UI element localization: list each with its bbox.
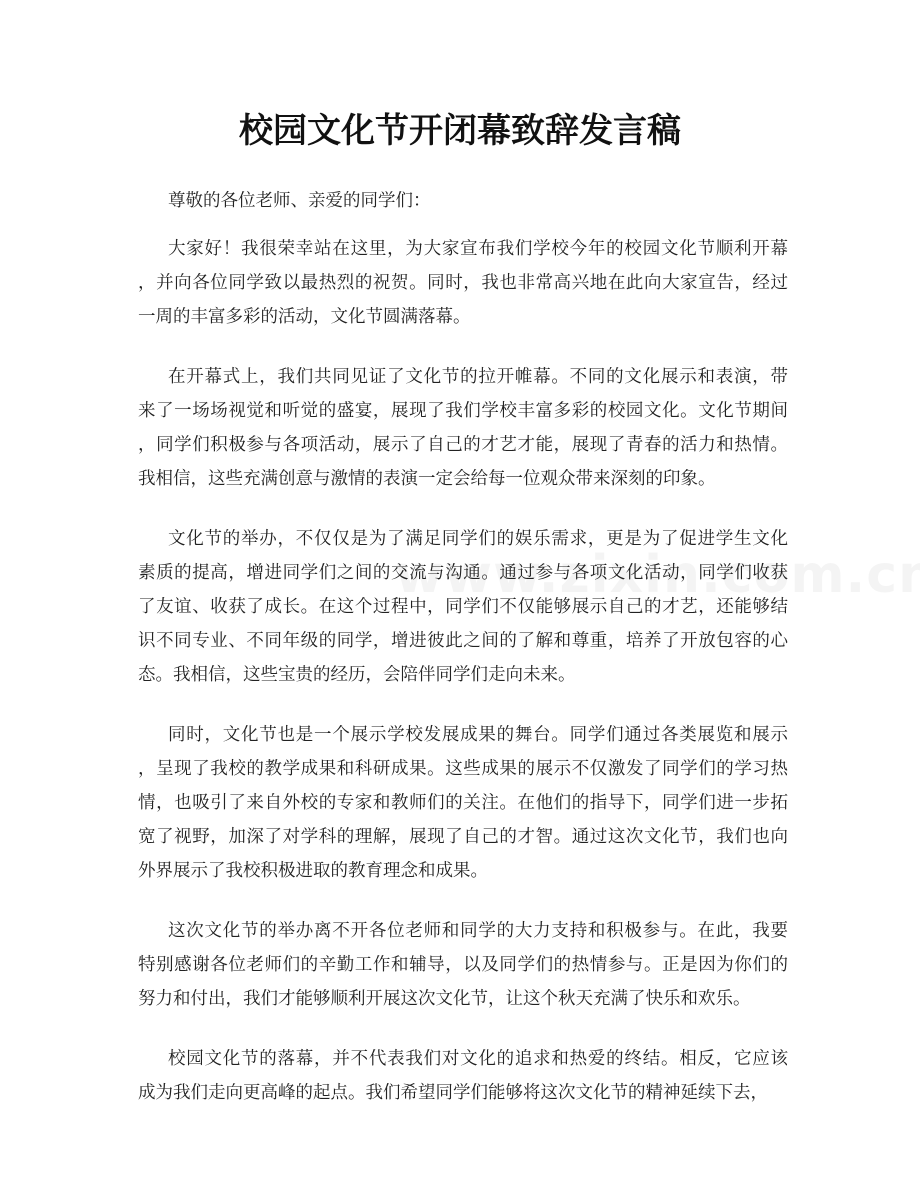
paragraph-line: 情，也吸引了来自外校的专家和教师们的关注。在他们的指导下，同学们进一步拓 xyxy=(138,793,788,813)
paragraph-line: 来了一场场视觉和听觉的盛宴，展现了我们学校丰富多彩的校园文化。文化节期间 xyxy=(138,401,788,421)
paragraph-line: 特别感谢各位老师们的辛勤工作和辅导，以及同学们的热情参与。正是因为你们的 xyxy=(138,955,788,975)
paragraph-line: ，同学们积极参与各项活动，展示了自己的才艺才能，展现了青春的活力和热情。 xyxy=(138,435,788,455)
paragraph-line: 识不同专业、不同年级的同学，增进彼此之间的了解和尊重，培养了开放包容的心 xyxy=(138,631,788,651)
paragraph-line: ，并向各位同学致以最热烈的祝贺。同时，我也非常高兴地在此向大家宣告，经过 xyxy=(138,273,788,293)
paragraph-line: 大家好！我很荣幸站在这里，为大家宣布我们学校今年的校园文化节顺利开幕 xyxy=(168,239,788,259)
paragraph-line: 这次文化节的举办离不开各位老师和同学的大力支持和积极参与。在此，我要 xyxy=(168,921,788,941)
paragraph-line: 努力和付出，我们才能够顺利开展这次文化节，让这个秋天充满了快乐和欢乐。 xyxy=(138,989,751,1009)
paragraph-line: 在开幕式上，我们共同见证了文化节的拉开帷幕。不同的文化展示和表演，带 xyxy=(168,367,788,387)
paragraph xyxy=(138,914,788,1016)
paragraph-line: 我相信，这些充满创意与激情的表演一定会给每一位观众带来深刻的印象。 xyxy=(138,469,716,489)
paragraph-line: 了友谊、收获了成长。在这个过程中，同学们不仅能够展示自己的才艺，还能够结 xyxy=(138,597,788,617)
paragraph-line: 宽了视野，加深了对学科的理解，展现了自己的才智。通过这次文化节，我们也向 xyxy=(138,827,788,847)
paragraph-line: 同时，文化节也是一个展示学校发展成果的舞台。同学们通过各类展览和展示 xyxy=(168,725,788,745)
paragraph-line: 一周的丰富多彩的活动，文化节圆满落幕。 xyxy=(138,307,471,327)
paragraph-line: 文化节的举办，不仅仅是为了满足同学们的娱乐需求，更是为了促进学生文化 xyxy=(168,529,788,549)
paragraph xyxy=(138,522,788,692)
paragraph xyxy=(138,232,788,334)
paragraph-line: 素质的提高，增进同学们之间的交流与沟通。通过参与各项文化活动，同学们收获 xyxy=(138,563,788,583)
salutation: 尊敬的各位老师、亲爱的同学们： xyxy=(168,191,431,211)
paragraph xyxy=(138,360,788,496)
paragraph-line: 外界展示了我校积极进取的教育理念和成果。 xyxy=(138,861,488,881)
page-title: 校园文化节开闭幕致辞发言稿 xyxy=(239,111,681,151)
paragraph-line: 成为我们走向更高峰的起点。我们希望同学们能够将这次文化节的精神延续下去， xyxy=(138,1083,768,1103)
paragraph xyxy=(138,718,788,888)
document-body xyxy=(138,232,788,1136)
paragraph-line: 态。我相信，这些宝贵的经历，会陪伴同学们走向未来。 xyxy=(138,665,576,685)
paragraph-line: ，呈现了我校的教学成果和科研成果。这些成果的展示不仅激发了同学们的学习热 xyxy=(138,759,788,779)
paragraph xyxy=(138,1042,788,1110)
paragraph-line: 校园文化节的落幕，并不代表我们对文化的追求和热爱的终结。相反，它应该 xyxy=(168,1049,788,1069)
